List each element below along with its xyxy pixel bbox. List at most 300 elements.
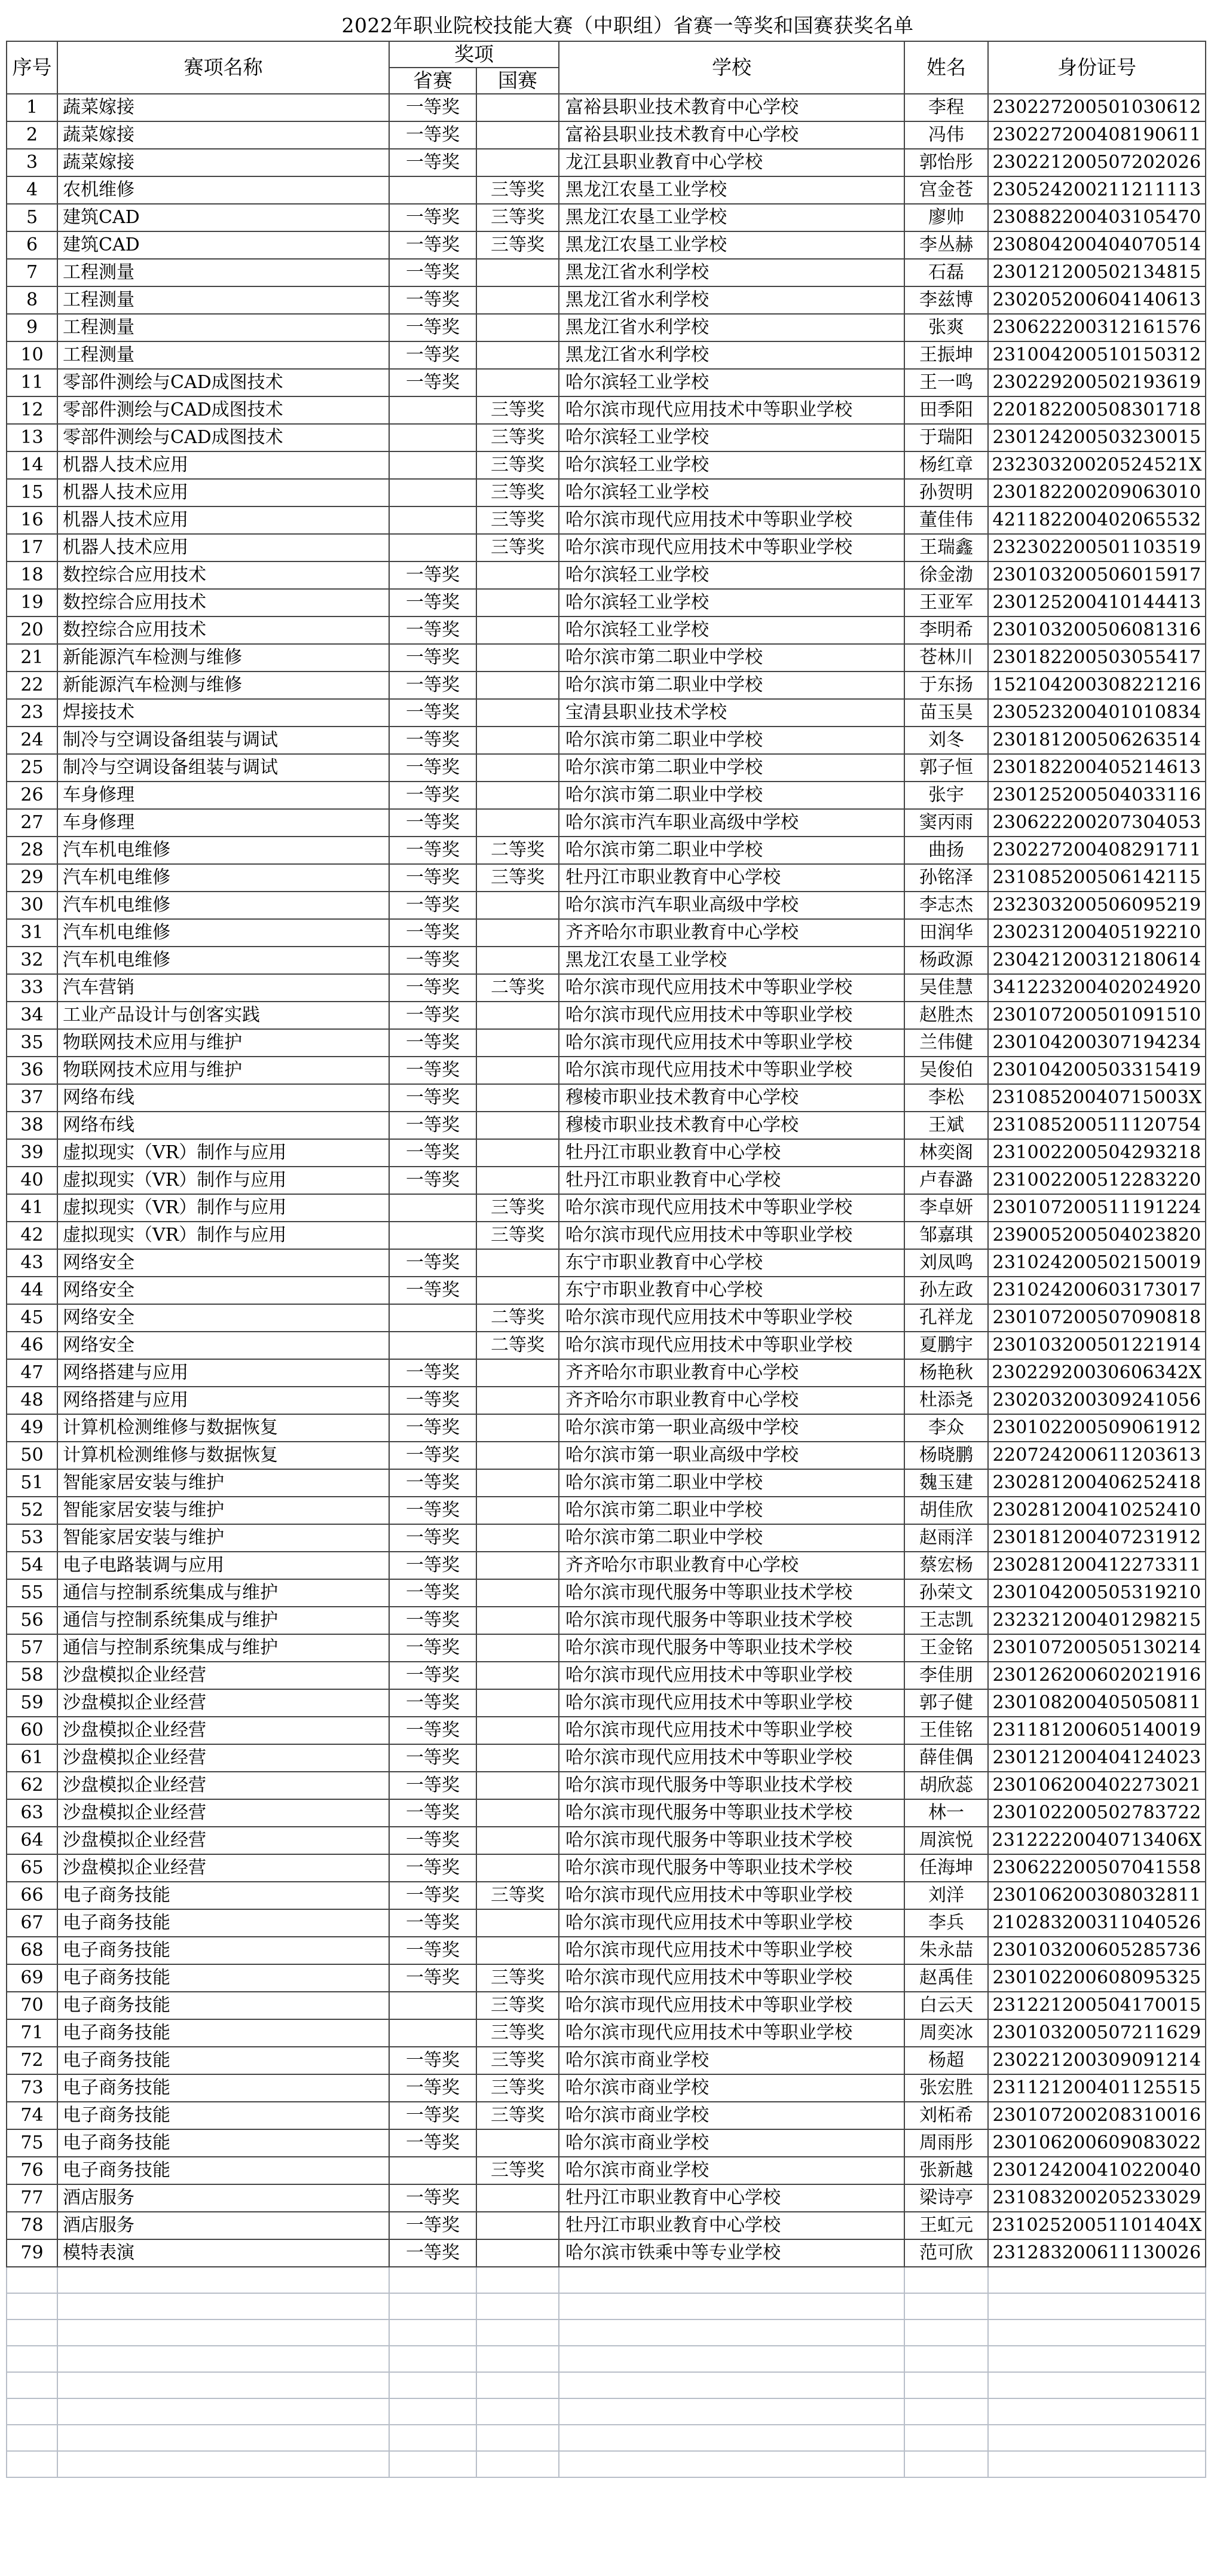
provincial-award: 一等奖 (389, 1689, 476, 1717)
school-name: 哈尔滨市商业学校 (559, 2047, 904, 2074)
school-name: 哈尔滨市现代应用技术中等职业学校 (559, 1689, 904, 1717)
school-name: 黑龙江省水利学校 (559, 341, 904, 369)
student-name: 刘洋 (904, 1882, 988, 1909)
provincial-award: 一等奖 (389, 1469, 476, 1497)
table-row (7, 1139, 1206, 1167)
provincial-award: 一等奖 (389, 1717, 476, 1744)
school-name: 哈尔滨市现代应用技术中等职业学校 (559, 1332, 904, 1359)
table-row (7, 2184, 1206, 2212)
table-row (7, 1634, 1206, 1662)
table-row (7, 1552, 1206, 1579)
school-name: 哈尔滨轻工业学校 (559, 616, 904, 644)
id-number: 220182200508301718 (988, 396, 1206, 424)
student-name: 赵胜杰 (904, 1002, 988, 1029)
provincial-award: 一等奖 (389, 974, 476, 1002)
header-id: 身份证号 (988, 41, 1206, 94)
provincial-award: 一等奖 (389, 644, 476, 672)
provincial-award (389, 1992, 476, 2019)
student-name: 胡欣蕊 (904, 1772, 988, 1799)
school-name: 哈尔滨轻工业学校 (559, 479, 904, 506)
provincial-award: 一等奖 (389, 2074, 476, 2102)
provincial-award: 一等奖 (389, 589, 476, 616)
row-number: 32 (7, 947, 57, 974)
empty-cell (559, 2346, 904, 2372)
national-award: 三等奖 (476, 2019, 559, 2047)
table-row (7, 589, 1206, 616)
school-name: 哈尔滨市现代应用技术中等职业学校 (559, 1909, 904, 1937)
student-name: 宫金苍 (904, 176, 988, 204)
empty-cell (7, 2425, 57, 2451)
event-name: 汽车机电维修 (57, 864, 389, 892)
school-name: 齐齐哈尔市职业教育中心学校 (559, 1552, 904, 1579)
row-number: 33 (7, 974, 57, 1002)
table-row (7, 1387, 1206, 1414)
header-national: 国赛 (476, 68, 559, 94)
row-number: 10 (7, 341, 57, 369)
row-number: 46 (7, 1332, 57, 1359)
table-row (7, 1992, 1206, 2019)
id-number: 230231200405192210 (988, 919, 1206, 947)
school-name: 哈尔滨市现代服务中等职业技术学校 (559, 1799, 904, 1827)
empty-cell (904, 2451, 988, 2477)
table-row (7, 672, 1206, 699)
id-number: 230622200207304053 (988, 809, 1206, 837)
row-number: 20 (7, 616, 57, 644)
row-number: 7 (7, 259, 57, 286)
row-number: 3 (7, 149, 57, 176)
event-name: 物联网技术应用与维护 (57, 1029, 389, 1057)
event-name: 建筑CAD (57, 204, 389, 231)
row-number: 51 (7, 1469, 57, 1497)
school-name: 哈尔滨市现代应用技术中等职业学校 (559, 1222, 904, 1249)
id-number: 230104200505319210 (988, 1579, 1206, 1607)
school-name: 哈尔滨市汽车职业高级中学校 (559, 892, 904, 919)
national-award (476, 1937, 559, 1964)
event-name: 电子商务技能 (57, 1937, 389, 1964)
student-name: 周雨彤 (904, 2129, 988, 2157)
id-number: 230102200502783722 (988, 1799, 1206, 1827)
row-number: 58 (7, 1662, 57, 1689)
national-award (476, 94, 559, 121)
event-name: 蔬菜嫁接 (57, 149, 389, 176)
provincial-award: 一等奖 (389, 919, 476, 947)
student-name: 郭子健 (904, 1689, 988, 1717)
national-award: 三等奖 (476, 1992, 559, 2019)
table-row (7, 782, 1206, 809)
provincial-award (389, 2157, 476, 2184)
school-name: 哈尔滨市商业学校 (559, 2129, 904, 2157)
id-number: 23108520040715003X (988, 1084, 1206, 1112)
provincial-award: 一等奖 (389, 561, 476, 589)
national-award (476, 589, 559, 616)
provincial-award: 一等奖 (389, 94, 476, 121)
id-number: 230107200507090818 (988, 1304, 1206, 1332)
provincial-award: 一等奖 (389, 121, 476, 149)
table-row (7, 149, 1206, 176)
table-row (7, 1937, 1206, 1964)
student-name: 王振坤 (904, 341, 988, 369)
empty-cell (476, 2293, 559, 2319)
student-name: 冯伟 (904, 121, 988, 149)
student-name: 王一鸣 (904, 369, 988, 396)
school-name: 哈尔滨市现代应用技术中等职业学校 (559, 1882, 904, 1909)
event-name: 工程测量 (57, 314, 389, 341)
national-award (476, 1277, 559, 1304)
student-name: 赵禹佳 (904, 1964, 988, 1992)
provincial-award: 一等奖 (389, 699, 476, 727)
national-award (476, 1552, 559, 1579)
provincial-award: 一等奖 (389, 1497, 476, 1524)
empty-cell (988, 2398, 1206, 2425)
table-row (7, 121, 1206, 149)
header-provincial: 省赛 (389, 68, 476, 94)
provincial-award: 一等奖 (389, 231, 476, 259)
id-number: 230107200208310016 (988, 2102, 1206, 2129)
provincial-award: 一等奖 (389, 1277, 476, 1304)
table-row (7, 2019, 1206, 2047)
school-name: 哈尔滨市现代应用技术中等职业学校 (559, 396, 904, 424)
event-name: 虚拟现实（VR）制作与应用 (57, 1167, 389, 1194)
event-name: 车身修理 (57, 809, 389, 837)
empty-cell (476, 2267, 559, 2293)
id-number: 230124200503230015 (988, 424, 1206, 451)
provincial-award (389, 534, 476, 561)
national-award: 三等奖 (476, 2102, 559, 2129)
table-row (7, 1112, 1206, 1139)
student-name: 石磊 (904, 259, 988, 286)
school-name: 哈尔滨市第二职业中学校 (559, 1497, 904, 1524)
table-row (7, 1442, 1206, 1469)
school-name: 哈尔滨市现代服务中等职业技术学校 (559, 1854, 904, 1882)
event-name: 电子商务技能 (57, 2019, 389, 2047)
provincial-award: 一等奖 (389, 314, 476, 341)
id-number: 230121200404124023 (988, 1744, 1206, 1772)
empty-cell (389, 2319, 476, 2346)
national-award: 二等奖 (476, 1304, 559, 1332)
provincial-award: 一等奖 (389, 837, 476, 864)
student-name: 张宇 (904, 782, 988, 809)
student-name: 夏鹏宇 (904, 1332, 988, 1359)
event-name: 沙盘模拟企业经营 (57, 1744, 389, 1772)
national-award (476, 1662, 559, 1689)
empty-cell (476, 2398, 559, 2425)
id-number: 230229200502193619 (988, 369, 1206, 396)
provincial-award: 一等奖 (389, 947, 476, 974)
school-name: 哈尔滨轻工业学校 (559, 424, 904, 451)
id-number: 231004200510150312 (988, 341, 1206, 369)
table-row (7, 1249, 1206, 1277)
id-number: 230108200405050811 (988, 1689, 1206, 1717)
event-name: 智能家居安装与维护 (57, 1469, 389, 1497)
row-number: 35 (7, 1029, 57, 1057)
national-award (476, 1469, 559, 1497)
empty-cell (57, 2372, 389, 2398)
id-number: 231121200401125515 (988, 2074, 1206, 2102)
student-name: 杨红章 (904, 451, 988, 479)
row-number: 76 (7, 2157, 57, 2184)
empty-row (7, 2267, 1206, 2293)
row-number: 25 (7, 754, 57, 782)
row-number: 9 (7, 314, 57, 341)
row-number: 57 (7, 1634, 57, 1662)
event-name: 沙盘模拟企业经营 (57, 1854, 389, 1882)
national-award (476, 1084, 559, 1112)
table-row (7, 1689, 1206, 1717)
empty-cell (389, 2398, 476, 2425)
student-name: 孙左政 (904, 1277, 988, 1304)
row-number: 11 (7, 369, 57, 396)
provincial-award: 一等奖 (389, 286, 476, 314)
id-number: 230523200401010834 (988, 699, 1206, 727)
table-row (7, 2212, 1206, 2239)
student-name: 田季阳 (904, 396, 988, 424)
provincial-award: 一等奖 (389, 672, 476, 699)
row-number: 1 (7, 94, 57, 121)
provincial-award: 一等奖 (389, 809, 476, 837)
provincial-award (389, 396, 476, 424)
empty-cell (57, 2346, 389, 2372)
id-number: 230622200507041558 (988, 1854, 1206, 1882)
school-name: 哈尔滨市第二职业中学校 (559, 672, 904, 699)
row-number: 60 (7, 1717, 57, 1744)
school-name: 黑龙江省水利学校 (559, 314, 904, 341)
empty-cell (988, 2346, 1206, 2372)
student-name: 胡佳欣 (904, 1497, 988, 1524)
id-number: 232302200501103519 (988, 534, 1206, 561)
id-number: 23122220040713406X (988, 1827, 1206, 1854)
student-name: 李佳朋 (904, 1662, 988, 1689)
national-award (476, 2129, 559, 2157)
empty-row (7, 2398, 1206, 2425)
empty-cell (476, 2451, 559, 2477)
empty-cell (389, 2267, 476, 2293)
event-name: 沙盘模拟企业经营 (57, 1799, 389, 1827)
provincial-award: 一等奖 (389, 727, 476, 754)
school-name: 哈尔滨市现代应用技术中等职业学校 (559, 1744, 904, 1772)
header-no: 序号 (7, 41, 57, 94)
provincial-award: 一等奖 (389, 259, 476, 286)
school-name: 哈尔滨市第二职业中学校 (559, 782, 904, 809)
row-number: 77 (7, 2184, 57, 2212)
id-number: 231181200605140019 (988, 1717, 1206, 1744)
table-row (7, 396, 1206, 424)
row-number: 22 (7, 672, 57, 699)
school-name: 哈尔滨市现代应用技术中等职业学校 (559, 974, 904, 1002)
provincial-award (389, 451, 476, 479)
id-number: 230205200604140613 (988, 286, 1206, 314)
row-number: 21 (7, 644, 57, 672)
event-name: 通信与控制系统集成与维护 (57, 1579, 389, 1607)
provincial-award: 一等奖 (389, 2102, 476, 2129)
school-name: 哈尔滨市现代应用技术中等职业学校 (559, 1937, 904, 1964)
header-school: 学校 (559, 41, 904, 94)
student-name: 王亚军 (904, 589, 988, 616)
row-number: 16 (7, 506, 57, 534)
row-number: 72 (7, 2047, 57, 2074)
student-name: 李明希 (904, 616, 988, 644)
student-name: 于东扬 (904, 672, 988, 699)
id-number: 230125200410144413 (988, 589, 1206, 616)
header-award: 奖项 (389, 41, 559, 68)
header-person: 姓名 (904, 41, 988, 94)
event-name: 汽车机电维修 (57, 947, 389, 974)
id-number: 230126200602021916 (988, 1662, 1206, 1689)
school-name: 哈尔滨市第一职业高级中学校 (559, 1442, 904, 1469)
event-name: 计算机检测维修与数据恢复 (57, 1442, 389, 1469)
id-number: 231002200512283220 (988, 1167, 1206, 1194)
student-name: 杜添尧 (904, 1387, 988, 1414)
event-name: 通信与控制系统集成与维护 (57, 1607, 389, 1634)
empty-cell (389, 2451, 476, 2477)
school-name: 哈尔滨市现代应用技术中等职业学校 (559, 1964, 904, 1992)
event-name: 电子商务技能 (57, 2047, 389, 2074)
empty-cell (904, 2372, 988, 2398)
provincial-award: 一等奖 (389, 782, 476, 809)
national-award (476, 1029, 559, 1057)
national-award (476, 1057, 559, 1084)
empty-cell (988, 2451, 1206, 2477)
table-row (7, 1304, 1206, 1332)
school-name: 哈尔滨市第二职业中学校 (559, 1469, 904, 1497)
row-number: 28 (7, 837, 57, 864)
empty-cell (988, 2425, 1206, 2451)
row-number: 2 (7, 121, 57, 149)
event-name: 零部件测绘与CAD成图技术 (57, 369, 389, 396)
school-name: 穆棱市职业技术教育中心学校 (559, 1084, 904, 1112)
school-name: 富裕县职业技术教育中心学校 (559, 121, 904, 149)
id-number: 231085200511120754 (988, 1112, 1206, 1139)
event-name: 电子商务技能 (57, 2129, 389, 2157)
event-name: 工程测量 (57, 286, 389, 314)
table-row (7, 974, 1206, 1002)
id-number: 230227200408190611 (988, 121, 1206, 149)
student-name: 王斌 (904, 1112, 988, 1139)
provincial-award: 一等奖 (389, 1249, 476, 1277)
student-name: 任海坤 (904, 1854, 988, 1882)
school-name: 哈尔滨市现代应用技术中等职业学校 (559, 1057, 904, 1084)
national-award: 三等奖 (476, 534, 559, 561)
student-name: 林奕阁 (904, 1139, 988, 1167)
id-number: 230281200406252418 (988, 1469, 1206, 1497)
provincial-award: 一等奖 (389, 2129, 476, 2157)
school-name: 哈尔滨市现代应用技术中等职业学校 (559, 1304, 904, 1332)
provincial-award (389, 1222, 476, 1249)
school-name: 牡丹江市职业教育中心学校 (559, 2212, 904, 2239)
id-number: 230181200407231912 (988, 1524, 1206, 1552)
provincial-award: 一等奖 (389, 1579, 476, 1607)
event-name: 网络安全 (57, 1304, 389, 1332)
row-number: 19 (7, 589, 57, 616)
event-name: 汽车机电维修 (57, 919, 389, 947)
event-name: 电子商务技能 (57, 1992, 389, 2019)
event-name: 建筑CAD (57, 231, 389, 259)
table-row (7, 1277, 1206, 1304)
row-number: 71 (7, 2019, 57, 2047)
student-name: 窦丙雨 (904, 809, 988, 837)
national-award: 三等奖 (476, 2047, 559, 2074)
empty-cell (389, 2346, 476, 2372)
row-number: 49 (7, 1414, 57, 1442)
student-name: 蔡宏杨 (904, 1552, 988, 1579)
table-row (7, 947, 1206, 974)
event-name: 物联网技术应用与维护 (57, 1057, 389, 1084)
row-number: 56 (7, 1607, 57, 1634)
provincial-award: 一等奖 (389, 1029, 476, 1057)
table-row (7, 369, 1206, 396)
school-name: 哈尔滨轻工业学校 (559, 369, 904, 396)
student-name: 董佳伟 (904, 506, 988, 534)
table-row (7, 1002, 1206, 1029)
table-row (7, 2074, 1206, 2102)
row-number: 8 (7, 286, 57, 314)
student-name: 李程 (904, 94, 988, 121)
student-name: 孙贺明 (904, 479, 988, 506)
school-name: 哈尔滨市现代服务中等职业技术学校 (559, 1634, 904, 1662)
table-row (7, 1359, 1206, 1387)
row-number: 23 (7, 699, 57, 727)
provincial-award: 一等奖 (389, 1414, 476, 1442)
row-number: 67 (7, 1909, 57, 1937)
id-number: 232303200506095219 (988, 892, 1206, 919)
id-number: 230227200408291711 (988, 837, 1206, 864)
event-name: 网络安全 (57, 1277, 389, 1304)
empty-cell (389, 2425, 476, 2451)
event-name: 电子商务技能 (57, 1909, 389, 1937)
event-name: 工程测量 (57, 259, 389, 286)
national-award: 三等奖 (476, 506, 559, 534)
table-row (7, 341, 1206, 369)
table-row (7, 1799, 1206, 1827)
table-row (7, 1827, 1206, 1854)
student-name: 林一 (904, 1799, 988, 1827)
table-row (7, 1084, 1206, 1112)
national-award (476, 1689, 559, 1717)
row-number: 26 (7, 782, 57, 809)
event-name: 虚拟现实（VR）制作与应用 (57, 1222, 389, 1249)
national-award (476, 1772, 559, 1799)
school-name: 牡丹江市职业教育中心学校 (559, 1167, 904, 1194)
national-award (476, 1359, 559, 1387)
national-award (476, 782, 559, 809)
id-number: 230102200509061912 (988, 1414, 1206, 1442)
provincial-award (389, 479, 476, 506)
id-number: 231083200205233029 (988, 2184, 1206, 2212)
table-row (7, 286, 1206, 314)
event-name: 网络布线 (57, 1084, 389, 1112)
empty-cell (988, 2319, 1206, 2346)
student-name: 孔祥龙 (904, 1304, 988, 1332)
school-name: 哈尔滨市现代服务中等职业技术学校 (559, 1607, 904, 1634)
id-number: 232321200401298215 (988, 1607, 1206, 1634)
empty-cell (559, 2398, 904, 2425)
national-award: 三等奖 (476, 2074, 559, 2102)
table-row (7, 534, 1206, 561)
provincial-award: 一等奖 (389, 1002, 476, 1029)
empty-cell (476, 2425, 559, 2451)
event-name: 网络搭建与应用 (57, 1387, 389, 1414)
national-award (476, 1579, 559, 1607)
student-name: 李卓妍 (904, 1194, 988, 1222)
table-body (7, 94, 1206, 2477)
table-row (7, 2129, 1206, 2157)
provincial-award: 一等奖 (389, 1909, 476, 1937)
id-number: 220724200611203613 (988, 1442, 1206, 1469)
provincial-award: 一等奖 (389, 2047, 476, 2074)
event-name: 网络搭建与应用 (57, 1359, 389, 1387)
table-row (7, 1882, 1206, 1909)
empty-row (7, 2293, 1206, 2319)
row-number: 39 (7, 1139, 57, 1167)
